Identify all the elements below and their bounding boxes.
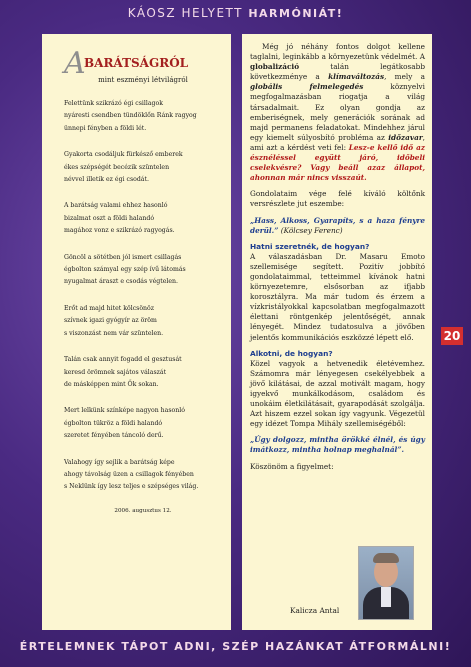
- p1-g: köznyelvi megfogalmazásban riogatja a világ társadalmait. Ez olyan gondja az emberiségnek, mely generációk sorának ad majd permanens feladatokat. Mindehhez járul egy kiemelt súlyosbító probléma az: [250, 82, 425, 142]
- p1-e: , mely a: [384, 72, 425, 82]
- photo-hair: [373, 553, 399, 563]
- poem-line: magához vonz e szikrázó ragyogás.: [64, 227, 175, 235]
- author-signature: Kalicza Antal: [290, 606, 340, 615]
- poem-stanza: [64, 303, 222, 340]
- poem-line: névvel illetik ez égi csodát.: [64, 176, 149, 184]
- poem-line: s Neklünk így lesz teljes e szépséges világ.: [64, 483, 199, 491]
- poem-subtitle: mint eszményi létvilágról: [98, 76, 188, 84]
- poem-stanza: [64, 200, 222, 237]
- poem-stanza: [64, 354, 222, 391]
- poem-stanza: [64, 252, 222, 289]
- header-part1: KÁOSZ HELYETT: [127, 6, 243, 20]
- p1-c: talán legátkosabb következménye a: [250, 62, 425, 82]
- poem-line: Felettünk szikrázó égi csillagok: [64, 100, 163, 107]
- poem-drop-letter: A: [64, 46, 86, 81]
- quote-1-text: „Hass, Alkoss, Gyarapíts, s a haza fényre derül.”: [250, 215, 425, 235]
- poem-line: Erőt ad majd hitet kölcsönöz: [64, 304, 155, 312]
- quote-2: „Úgy dolgozz, mintha örökké élnél, és úgy imátkozz, mintha holnap meghalnál”.: [250, 435, 425, 455]
- quote-1-author: (Kölcsey Ferenc): [280, 225, 343, 235]
- poem-line: ahogy távolság üzen a csillagok fényében: [64, 470, 194, 478]
- poem-line: keresd örömnek sajátos válaszát: [64, 368, 167, 376]
- p1-h: időzavar: [388, 132, 423, 142]
- poem-line: égbolton tükröz a földi halandó: [64, 419, 163, 427]
- poem-stanza: [64, 457, 222, 494]
- p1-b: globalizáció: [250, 62, 300, 72]
- photo-shirt: [381, 587, 391, 607]
- poem-title: BARÁTSÁGRÓL: [84, 56, 189, 70]
- page-header: [0, 6, 471, 20]
- poem-line: A barátság valami ehhez hasonló: [64, 202, 168, 210]
- poem-stanzas: [64, 98, 222, 494]
- poem-line: Talán csak annyit fogadd el gesztusát: [64, 356, 182, 364]
- poem-line: szeretet fényében táncoló derű.: [64, 432, 164, 440]
- p1-d: klímaváltozás: [328, 72, 385, 82]
- quote-1: [250, 216, 425, 236]
- p1-red: Lesz-e kellő idő az észnéléssel együtt járó, időbeli cselekvésre? Vagy beáll azaz állapot, ahonnan már nincs visszaút.: [250, 142, 425, 183]
- poem-line: nyáresti csendben tündöklőn Ránk ragyog: [64, 112, 197, 120]
- poem-line: nyugalmat áraszt e csodás végtelen.: [64, 278, 178, 286]
- p1-f: globális felmelegedés: [250, 82, 364, 92]
- poem-line: Mert lelkünk színképe nagyon hasonló: [64, 407, 185, 415]
- p1-a: Még jó néhány fontos dolgot kellene taglalni, leginkább a környezetünk védelmét. A: [250, 42, 425, 62]
- article-column: [242, 34, 432, 630]
- poem-line: de másképpen mint Ők sokan.: [64, 380, 159, 388]
- heading-1: Hatni szeretnék, de hogyan?: [250, 241, 370, 251]
- thanks-text: Köszönöm a figyelmet:: [250, 461, 334, 471]
- poem-line: ékes szépségét becézik szüntelen: [64, 163, 170, 171]
- poem-date: 2006. augusztus 12.: [114, 507, 172, 514]
- article-paragraph-2: Gondolataim vége felé kíváló költőnk versrészlete jut eszembe:: [250, 189, 425, 209]
- poem-line: szívnek igazi gyógyír az öröm: [64, 317, 157, 325]
- page-number-badge: 20: [441, 327, 463, 345]
- poem-stanza: [64, 149, 222, 186]
- heading-2: Alkotni, de hogyan?: [250, 348, 333, 358]
- portrait-photo: [358, 546, 414, 620]
- poem-line: Gyakorta csodáljuk fürkésző emberek: [64, 151, 183, 159]
- poem-line: Göncöl a sötétben jól ismert csillagás: [64, 253, 182, 261]
- poem-line: s viszonzást nem vár szüntelen.: [64, 329, 164, 337]
- poem-stanza: [64, 405, 222, 442]
- poem-stanza: [64, 98, 222, 135]
- poem-column: [42, 34, 231, 630]
- poem-line: Valahogy így sejlik a barátság képe: [64, 458, 175, 466]
- poem-line: bizalmat oszt a földi halandó: [64, 214, 155, 222]
- poem-line: égbolton számyal egy szép ívű látomás: [64, 266, 186, 274]
- article-paragraph-1: [250, 42, 425, 183]
- p1-i: , ami azt a kérdést veti fel:: [250, 132, 425, 152]
- page-footer: ÉRTELEMNEK TÁPOT ADNI, SZÉP HAZÁNKAT ÁTFORMÁLNI!: [19, 640, 452, 653]
- article-paragraph-3: A válaszadásban Dr. Masaru Emoto szellemisége segített. Pozitív jobbító gondolataimmal, tetteimmel kívánok hatni környezetemre, elsősorban az ifjabb korosztályra. Ma már tudom és érzem a vízkristályokkal kapcsolatban megfogalmazott élettani röntgenkép jelentőségét, annak lényegét. Mindez tudatosulva a jövőben jelentős kommunikációs eszközzé lépett elő.: [250, 251, 425, 342]
- article-paragraph-4: Közel vagyok a hetvenedik életévemhez. Számomra már lényegesen csekélyebbek a jövő kilátásai, de azzal motivált magam, hogy igyekvő munkálkodásom, családom és unokáim életkilátásait, gyarapodását szolgálja. Azt hiszem ezzel sokan így vagyunk. Végezetül egy idézet Tompa Mihály szellemiségéből:: [250, 358, 425, 429]
- poem-line: ünnepi fényben a földi lét.: [64, 124, 147, 132]
- header-part2: HARMÓNIÁT!: [248, 7, 344, 20]
- poem-title-block: [64, 46, 222, 81]
